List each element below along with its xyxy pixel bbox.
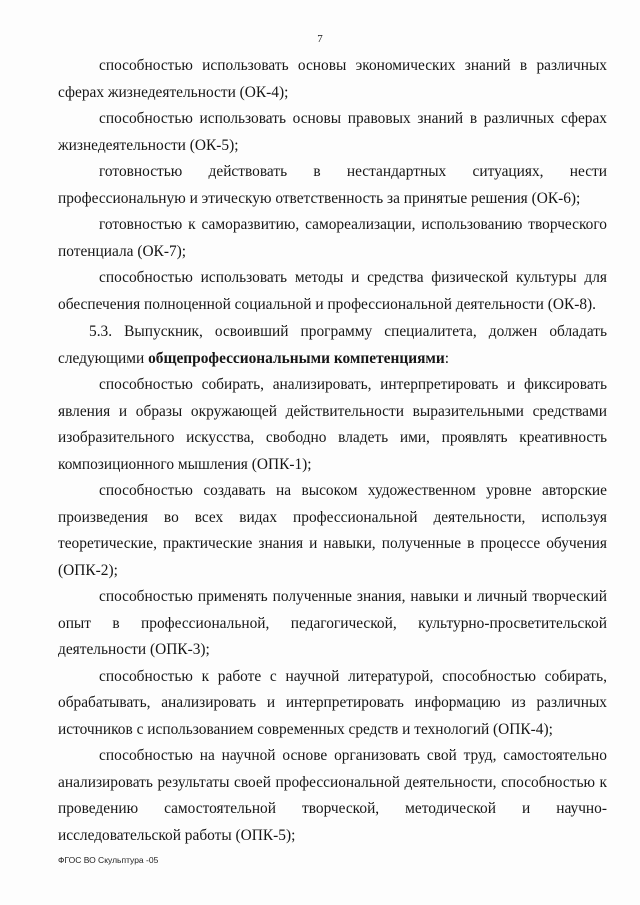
paragraph-ok-7: готовностью к саморазвитию, самореализации, использованию творческого потенциала (ОК-7); <box>58 216 607 260</box>
paragraph-opk-2: способностью создавать на высоком художественном уровне авторские произведения во всех видах профессиональной деятельности, используя теоретические, практические знания и навыки, полученные в процессе обучения (ОПК-2); <box>58 482 607 579</box>
paragraph-ok-5: способностью использовать основы правовых знаний в различных сферах жизнедеятельности (ОК-5); <box>58 110 607 154</box>
section-text-after: : <box>444 349 450 367</box>
paragraph-opk-4: способностью к работе с научной литературой, способностью собирать, обрабатывать, анализировать и интерпретировать информацию из различных источников с использованием современных средств и технологий (ОПК-4); <box>58 667 607 738</box>
paragraph-opk-5: способностью на научной основе организовать свой труд, самостоятельно анализировать результаты своей профессиональной деятельности, способностью к проведению самостоятельной творческой, методической и научно-исследовательской работы (ОПК-5); <box>58 747 607 844</box>
document-footer: ФГОС ВО Скульптура -05 <box>58 855 159 865</box>
page-number: 7 <box>317 33 323 45</box>
section-5-3-heading <box>58 319 607 372</box>
paragraph-opk-1: способностью собирать, анализировать, интерпретировать и фиксировать явления и образы окружающей действительности выразительными средствами изобразительного искусства, свободно владеть ими, проявлять креативность композиционного мышления (ОПК-1); <box>58 376 607 473</box>
paragraph-ok-4: способностью использовать основы экономических знаний в различных сферах жизнедеятельности (ОК-4); <box>58 57 607 101</box>
section-text-before: 5.3. Выпускник, освоивший программу специалитета, должен обладать следующими <box>58 323 607 367</box>
paragraph-ok-6: готовностью действовать в нестандартных ситуациях, нести профессиональную и этическую ответственность за принятые решения (ОК-6); <box>58 163 607 207</box>
section-bold-term: общепрофессиональными компетенциями <box>148 349 445 367</box>
page-body <box>58 53 607 849</box>
paragraph-opk-3: способностью применять полученные знания, навыки и личный творческий опыт в профессиональной, педагогической, культурно-просветительской деятельности (ОПК-3); <box>58 588 607 658</box>
paragraph-ok-8: способностью использовать методы и средства физической культуры для обеспечения полноценной социальной и профессиональной деятельности (ОК-8). <box>58 269 607 313</box>
